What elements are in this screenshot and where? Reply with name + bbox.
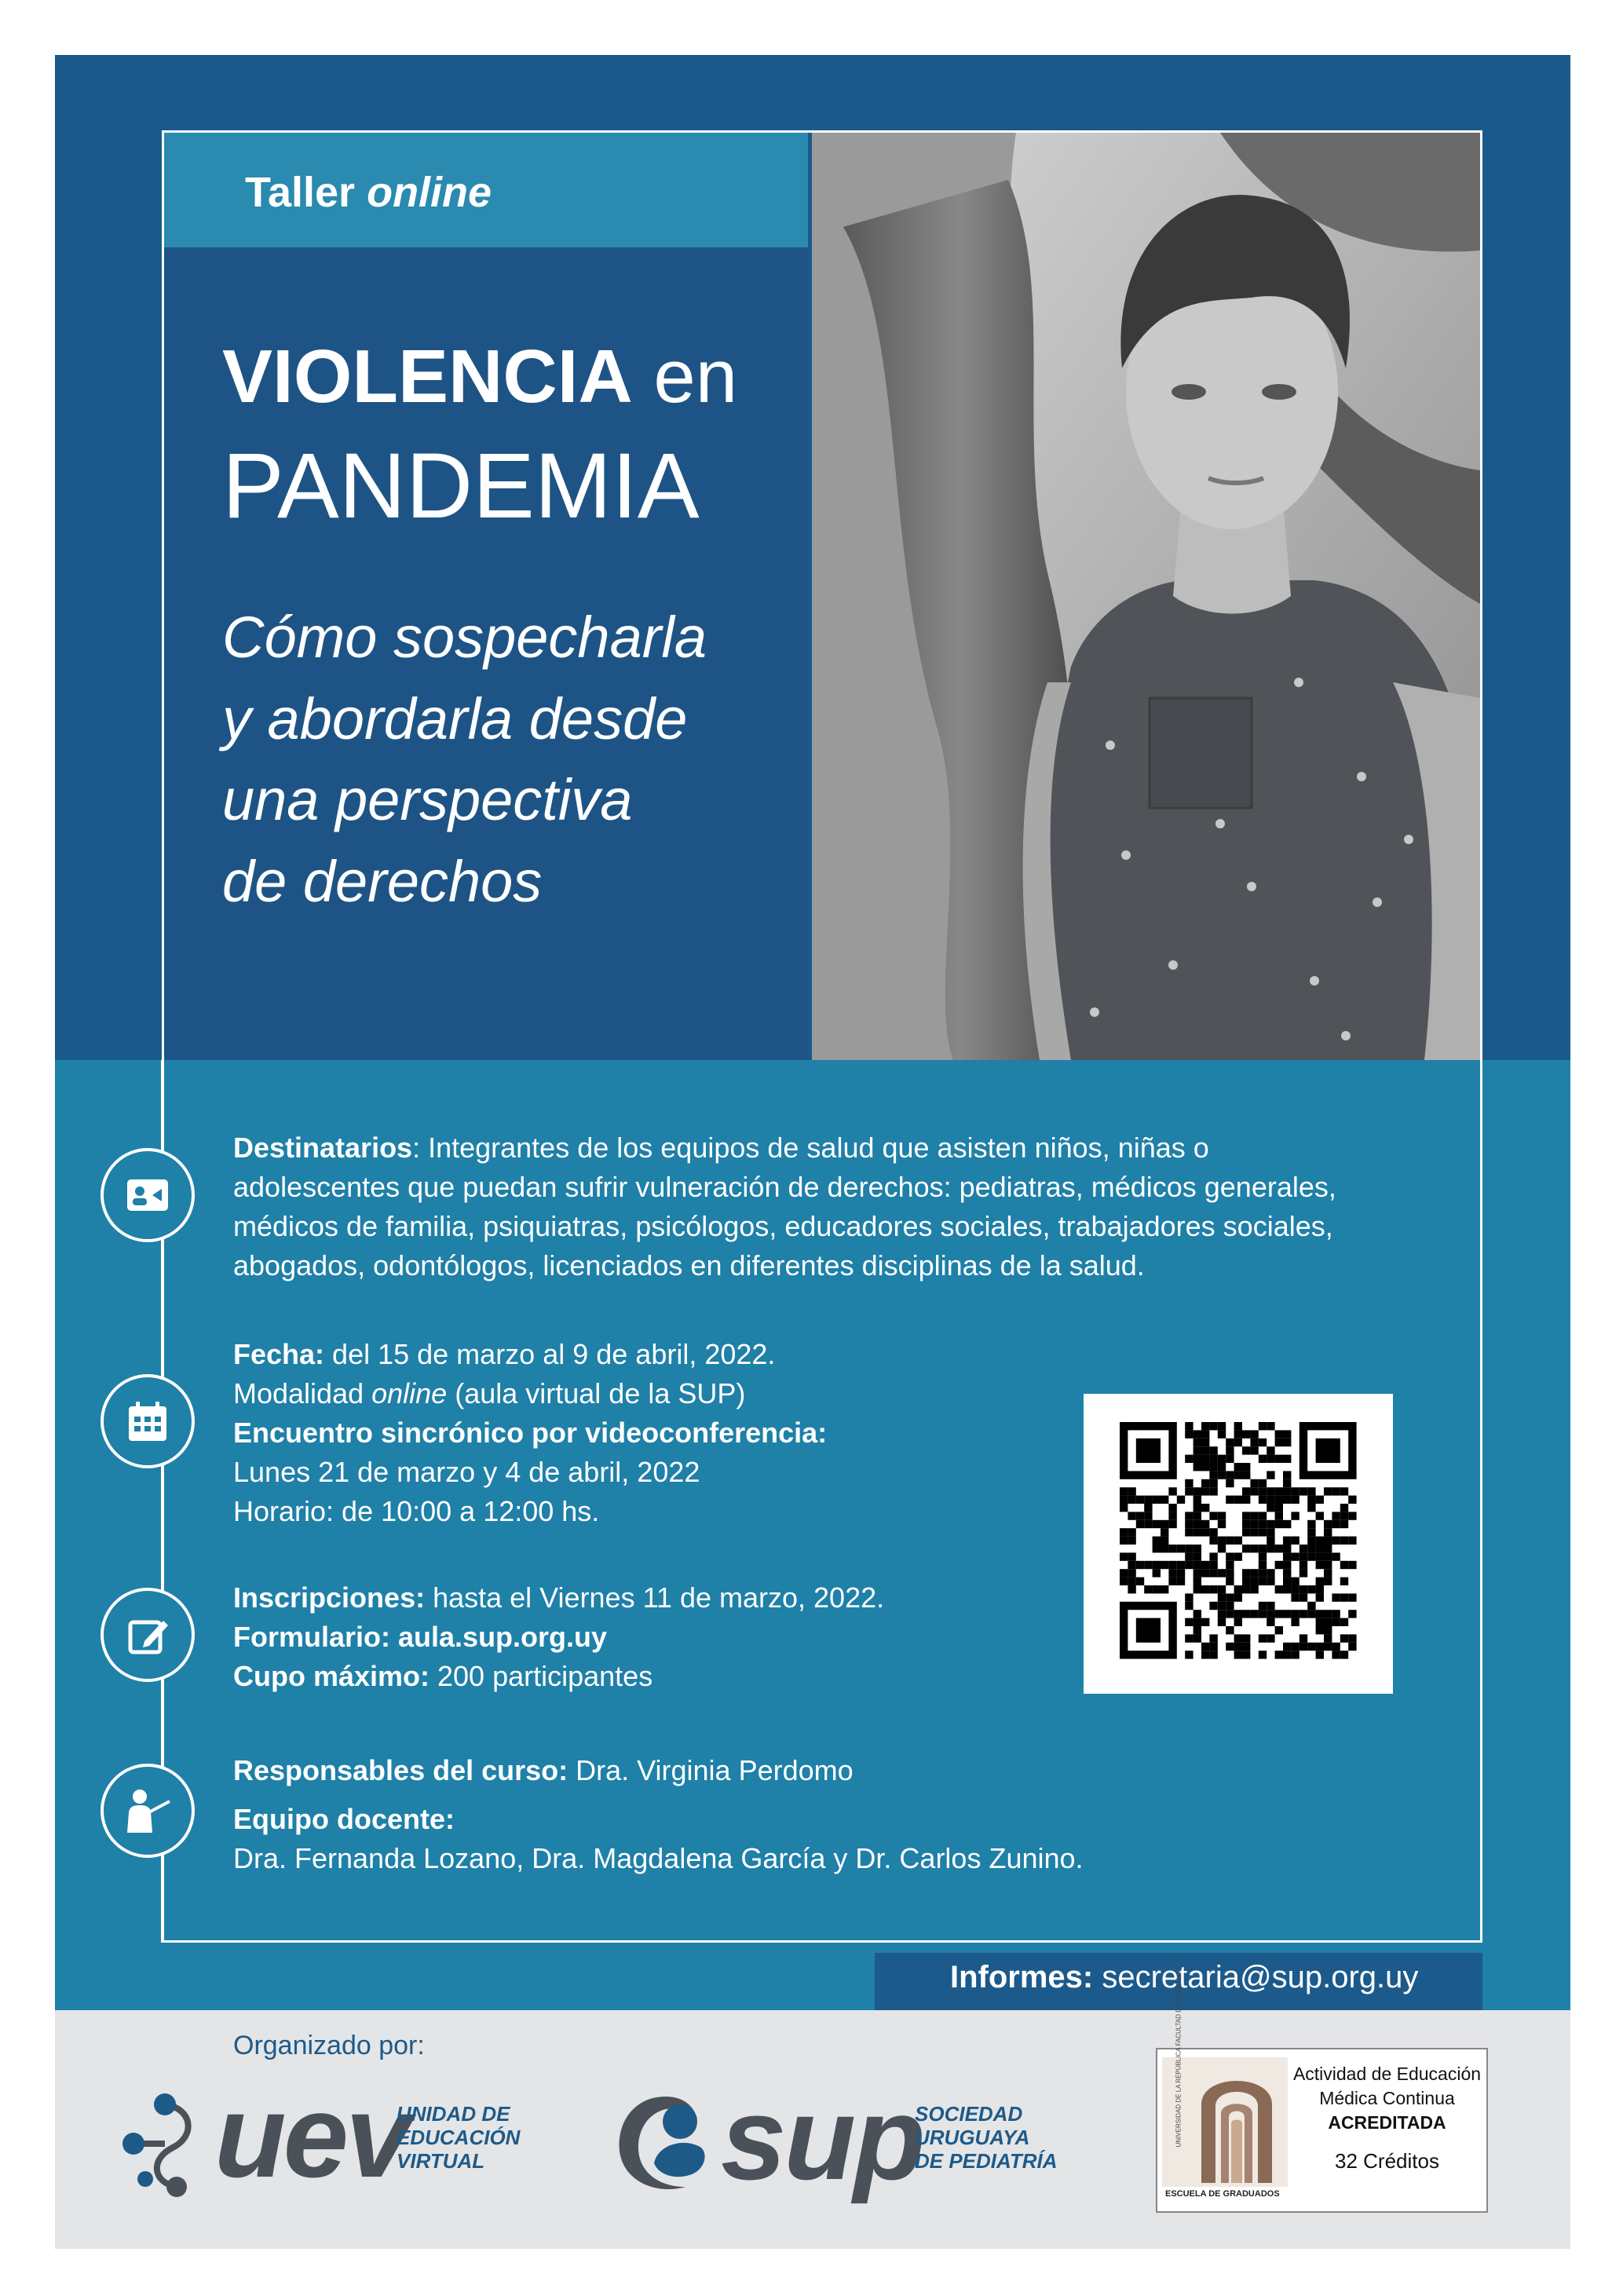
sup-mother-child-icon [611, 2089, 729, 2203]
destinatarios-block: Destinatarios: Integrantes de los equipos de salud que asisten niños, niñas o adolescentes que puedan sufrir vulneración de derechos: pediatras, médicos generales, médicos de familia, psiquiatras, psicólogos, educadores sociales, trabajadores sociales, abogados, odontólogos, licenciados en diferentes disciplinas de la salud. [233, 1128, 1336, 1285]
subtitle-line: y abordarla desde [222, 686, 688, 751]
teacher-icon [101, 1764, 195, 1858]
fecha-value: del 15 de marzo al 9 de abril, 2022. [324, 1338, 776, 1370]
uev-network-icon [118, 2089, 212, 2203]
equipo-label: Equipo docente: [233, 1803, 455, 1835]
page-title-line2: PANDEMIA [222, 434, 700, 538]
subtitle-line: de derechos [222, 848, 543, 914]
destinatarios-line: abogados, odontólogos, licenciados en diferentes disciplinas de la salud. [233, 1249, 1145, 1281]
page-title-line1: VIOLENCIA en [222, 335, 738, 419]
responsables-label: Responsables del curso: [233, 1754, 568, 1786]
fecha-label: Fecha: [233, 1338, 325, 1370]
subtitle-line: Cómo sospecharla [222, 605, 707, 670]
accreditation-text: Actividad de Educación Médica Continua ACREDITADA 32 Créditos [1292, 2064, 1482, 2173]
fecha-block [233, 1335, 827, 1531]
audience-card-icon [101, 1148, 195, 1242]
modalidad-line: Modalidad online (aula virtual de la SUP) [233, 1377, 746, 1409]
responsables-block [233, 1751, 1084, 1878]
sup-logo-text: sup [721, 2072, 923, 2204]
formulario-link[interactable]: Formulario: aula.sup.org.uy [233, 1621, 608, 1653]
qr-code[interactable] [1084, 1394, 1393, 1694]
accreditation-badge [1156, 2048, 1488, 2213]
tagline: Taller online [245, 169, 492, 216]
encuentro-label: Encuentro sincrónico por videoconferencia: [233, 1417, 828, 1449]
cupo-label: Cupo máximo: [233, 1660, 430, 1692]
inscripciones-label: Inscripciones: [233, 1581, 426, 1614]
uev-logo-text: uev [214, 2070, 408, 2202]
sup-subtitle: SOCIEDAD URUGUAYA DE PEDIATRÍA [915, 2102, 1058, 2173]
faculty-seal-text [1175, 2077, 1183, 2148]
edit-form-icon [101, 1588, 195, 1682]
organizado-label: Organizado por: [233, 2031, 425, 2060]
encuentro-fecha: Lunes 21 de marzo y 4 de abril, 2022 [233, 1456, 700, 1488]
responsables-value: Dra. Virginia Perdomo [568, 1754, 854, 1786]
uev-subtitle: UNIDAD DE EDUCACIÓN VIRTUAL [397, 2102, 521, 2173]
escuela-label: ESCUELA DE GRADUADOS [1165, 2189, 1280, 2199]
calendar-icon [101, 1374, 195, 1468]
destinatarios-line: adolescentes que puedan sufrir vulneración de derechos: pediatras, médicos generales, [233, 1171, 1336, 1203]
inscripciones-block [233, 1578, 884, 1696]
inscripciones-value: hasta el Viernes 11 de marzo, 2022. [425, 1581, 885, 1614]
cupo-value: 200 participantes [430, 1660, 653, 1692]
horario: Horario: de 10:00 a 12:00 hs. [233, 1495, 600, 1527]
subtitle-line: una perspectiva [222, 767, 633, 833]
equipo-value: Dra. Fernanda Lozano, Dra. Magdalena García y Dr. Carlos Zunino. [233, 1842, 1084, 1874]
destinatarios-line: médicos de familia, psiquiatras, psicólogos, educadores sociales, trabajadores sociales, [233, 1210, 1333, 1242]
destinatarios-label: Destinatarios [233, 1132, 413, 1164]
informes-contact[interactable]: Informes: secretaria@sup.org.uy [950, 1960, 1419, 1994]
